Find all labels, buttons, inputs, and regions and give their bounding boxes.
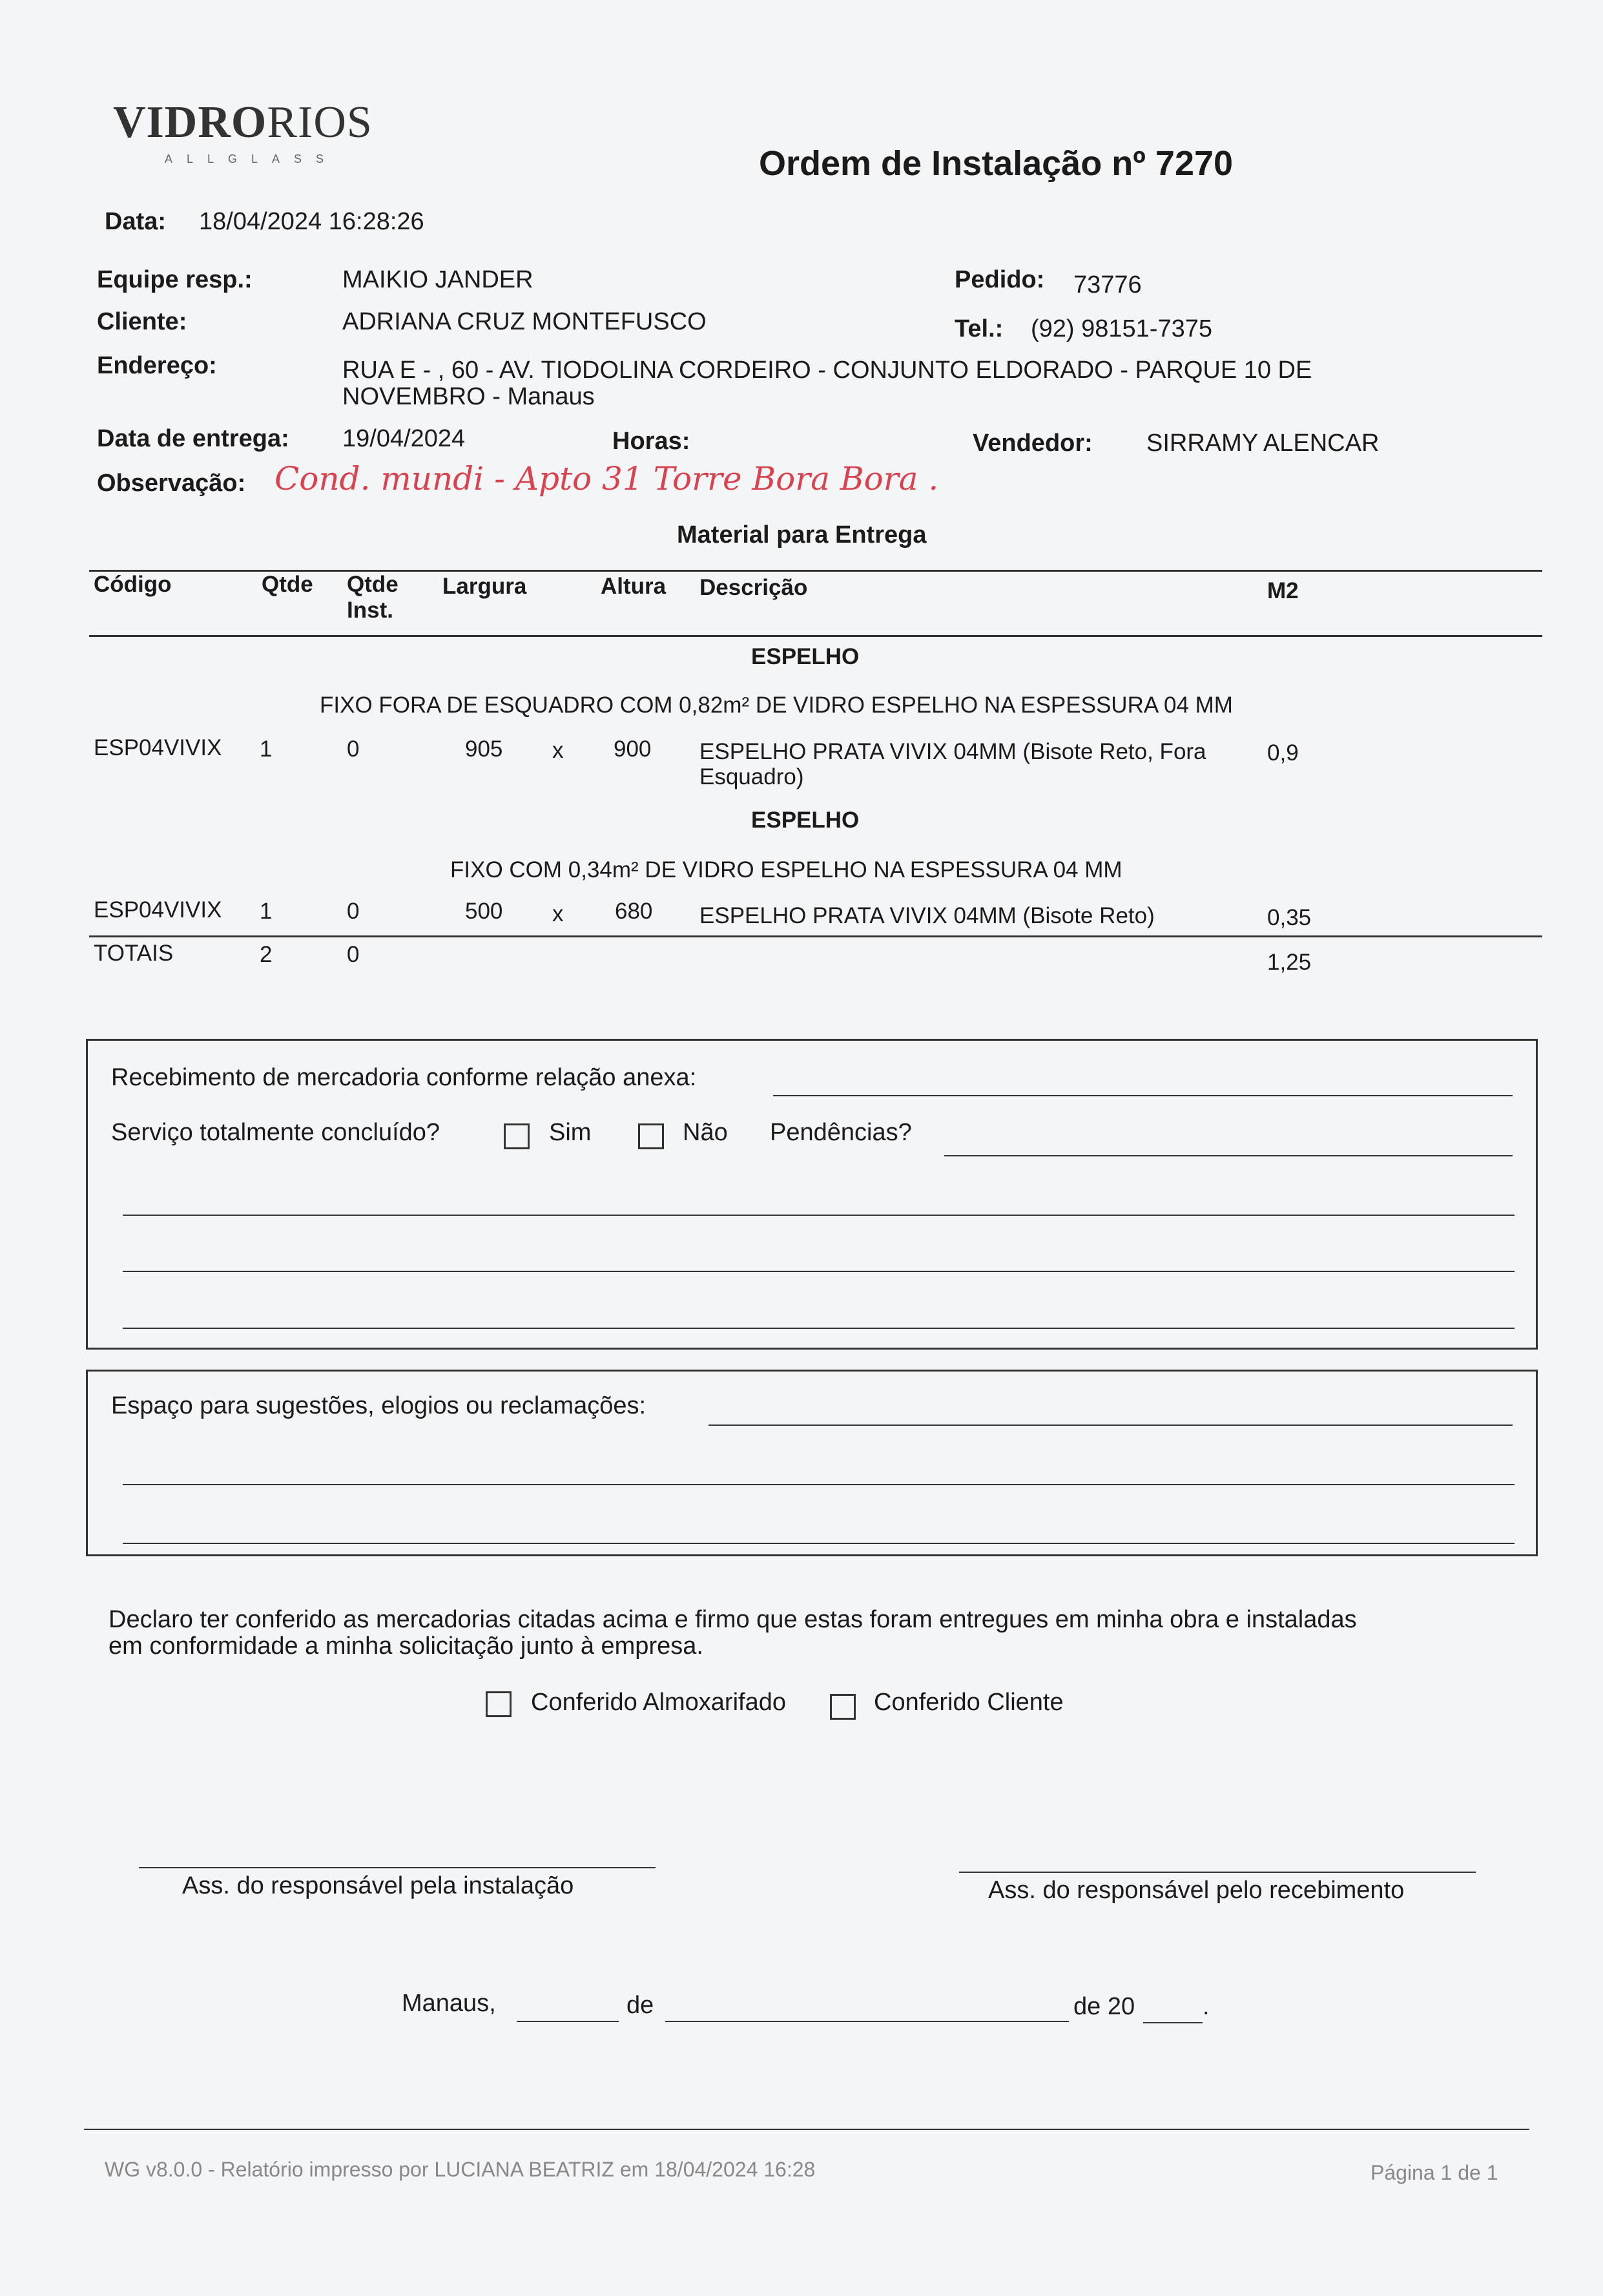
data-label: Data: xyxy=(105,208,167,235)
footer-right: Página 1 de 1 xyxy=(1370,2161,1498,2184)
servico-sim-checkbox[interactable] xyxy=(504,1123,530,1149)
sugestoes-fill-line-3[interactable] xyxy=(123,1543,1515,1544)
equipe-value: MAIKIO JANDER xyxy=(342,266,533,293)
col-qtde-inst xyxy=(347,572,398,623)
receipt-fill-line-1[interactable] xyxy=(123,1215,1515,1216)
logo-brand-light: RIOS xyxy=(267,98,373,147)
entrega-value: 19/04/2024 xyxy=(342,425,466,452)
declaration-line-2: em conformidade a minha solicitação junto à empresa. xyxy=(109,1633,703,1660)
servico-nao-label: Não xyxy=(683,1119,728,1146)
date-city: Manaus, xyxy=(402,1990,496,2017)
totals-qtde: 2 xyxy=(260,942,273,967)
endereco-line1: RUA E - , 60 - AV. TIODOLINA CORDEIRO - CONJUNTO ELDORADO - PARQUE 10 DE xyxy=(342,357,1312,384)
conferido-cliente-label: Conferido Cliente xyxy=(874,1689,1064,1716)
sugestoes-label: Espaço para sugestões, elogios ou reclamações: xyxy=(111,1392,646,1419)
col-altura: Altura xyxy=(601,574,667,599)
pendencias-label: Pendências? xyxy=(770,1119,912,1146)
row-1-x: x xyxy=(552,738,564,763)
horas-label: Horas: xyxy=(612,428,690,455)
row-1-qtde: 1 xyxy=(260,736,273,762)
data-value: 18/04/2024 16:28:26 xyxy=(199,208,424,235)
recebimento-label: Recebimento de mercadoria conforme relação anexa: xyxy=(111,1064,697,1091)
totals-qtde-inst: 0 xyxy=(347,942,360,967)
footer-rule xyxy=(84,2129,1529,2130)
group-2-category: ESPELHO xyxy=(751,808,860,833)
row-2-m2: 0,35 xyxy=(1267,905,1312,930)
servico-label: Serviço totalmente concluído? xyxy=(111,1119,440,1146)
date-month-line[interactable] xyxy=(665,2021,1069,2022)
row-1-m2: 0,9 xyxy=(1267,740,1299,766)
pedido-label: Pedido: xyxy=(955,266,1045,293)
row-2-codigo: ESP04VIVIX xyxy=(94,897,222,923)
pedido-value: 73776 xyxy=(1073,271,1142,298)
conferido-almoxarifado-checkbox[interactable] xyxy=(486,1691,512,1717)
row-2-largura: 500 xyxy=(465,899,503,924)
cliente-value: ADRIANA CRUZ MONTEFUSCO xyxy=(342,308,707,335)
row-1-altura: 900 xyxy=(614,736,652,762)
sugestoes-fill-line-2[interactable] xyxy=(123,1484,1515,1485)
group-2-subtitle: FIXO COM 0,34m² DE VIDRO ESPELHO NA ESPESSURA 04 MM xyxy=(450,857,1122,882)
row-2-descricao-line1: ESPELHO PRATA VIVIX 04MM (Bisote Reto) xyxy=(699,903,1155,928)
signature-recebimento-line[interactable] xyxy=(959,1872,1476,1873)
date-year-line[interactable] xyxy=(1143,2022,1203,2023)
col-qtde-inst-line2: Inst. xyxy=(347,598,393,623)
footer-left: WG v8.0.0 - Relatório impresso por LUCIANA BEATRIZ em 18/04/2024 16:28 xyxy=(105,2158,816,2181)
signature-instalacao-label: Ass. do responsável pela instalação xyxy=(182,1872,574,1899)
col-largura: Largura xyxy=(442,574,527,599)
page-title: Ordem de Instalação nº 7270 xyxy=(759,144,1234,183)
row-2-qtde: 1 xyxy=(260,899,273,924)
group-1-subtitle: FIXO FORA DE ESQUADRO COM 0,82m² DE VIDRO ESPELHO NA ESPESSURA 04 MM xyxy=(320,693,1233,718)
declaration-line-1: Declaro ter conferido as mercadorias citadas acima e firmo que estas foram entregues em minha obra e instaladas xyxy=(109,1606,1357,1633)
row-2-qtde-inst: 0 xyxy=(347,899,360,924)
date-day-line[interactable] xyxy=(517,2021,619,2022)
col-qtde: Qtde xyxy=(262,572,313,597)
signature-recebimento-label: Ass. do responsável pelo recebimento xyxy=(988,1877,1405,1904)
date-de-1: de xyxy=(626,1992,654,2019)
col-codigo: Código xyxy=(94,572,172,597)
equipe-label: Equipe resp.: xyxy=(97,266,253,293)
sugestoes-fill-line-1[interactable] xyxy=(708,1425,1513,1426)
logo-subtitle: ALLGLASS xyxy=(165,152,338,165)
row-1-largura: 905 xyxy=(465,736,503,762)
row-1-codigo: ESP04VIVIX xyxy=(94,735,222,760)
company-logo xyxy=(113,97,373,149)
row-1-descricao-line2: Esquadro) xyxy=(699,764,804,789)
recebimento-fill-line[interactable] xyxy=(773,1095,1513,1096)
servico-sim-label: Sim xyxy=(549,1119,592,1146)
col-qtde-inst-line1: Qtde xyxy=(347,572,398,597)
conferido-almoxarifado-label: Conferido Almoxarifado xyxy=(531,1689,786,1716)
receipt-fill-line-3[interactable] xyxy=(123,1328,1515,1329)
servico-nao-checkbox[interactable] xyxy=(638,1123,664,1149)
row-1-qtde-inst: 0 xyxy=(347,736,360,762)
col-descricao: Descrição xyxy=(699,575,808,600)
endereco-label: Endereço: xyxy=(97,352,217,379)
signature-instalacao-line[interactable] xyxy=(139,1867,656,1868)
vendedor-value: SIRRAMY ALENCAR xyxy=(1146,430,1380,457)
pendencias-fill-line[interactable] xyxy=(944,1155,1513,1156)
date-de-2: de 20 xyxy=(1073,1993,1135,2020)
receipt-fill-line-2[interactable] xyxy=(123,1271,1515,1272)
conferido-cliente-checkbox[interactable] xyxy=(830,1694,856,1720)
tel-value: (92) 98151-7375 xyxy=(1031,315,1212,342)
material-section-title: Material para Entrega xyxy=(677,521,927,548)
group-1-category: ESPELHO xyxy=(751,644,860,669)
col-m2: M2 xyxy=(1267,578,1299,603)
entrega-label: Data de entrega: xyxy=(97,425,289,452)
vendedor-label: Vendedor: xyxy=(973,430,1093,457)
cliente-label: Cliente: xyxy=(97,308,187,335)
table-header-rule xyxy=(89,635,1542,637)
row-2-altura: 680 xyxy=(615,899,653,924)
totals-label: TOTAIS xyxy=(94,941,174,966)
logo-brand-bold: VIDRO xyxy=(113,98,267,147)
totals-m2: 1,25 xyxy=(1267,950,1312,975)
date-dot: . xyxy=(1203,1993,1210,2020)
tel-label: Tel.: xyxy=(955,315,1004,342)
row-2-x: x xyxy=(552,901,564,926)
row-1-descricao-line1: ESPELHO PRATA VIVIX 04MM (Bisote Reto, Fora xyxy=(699,739,1206,764)
observacao-label: Observação: xyxy=(97,470,246,497)
endereco-line2: NOVEMBRO - Manaus xyxy=(342,383,595,410)
table-totals-rule xyxy=(89,935,1542,937)
observacao-handwritten: Cond. mundi - Apto 31 Torre Bora Bora . xyxy=(274,460,939,497)
